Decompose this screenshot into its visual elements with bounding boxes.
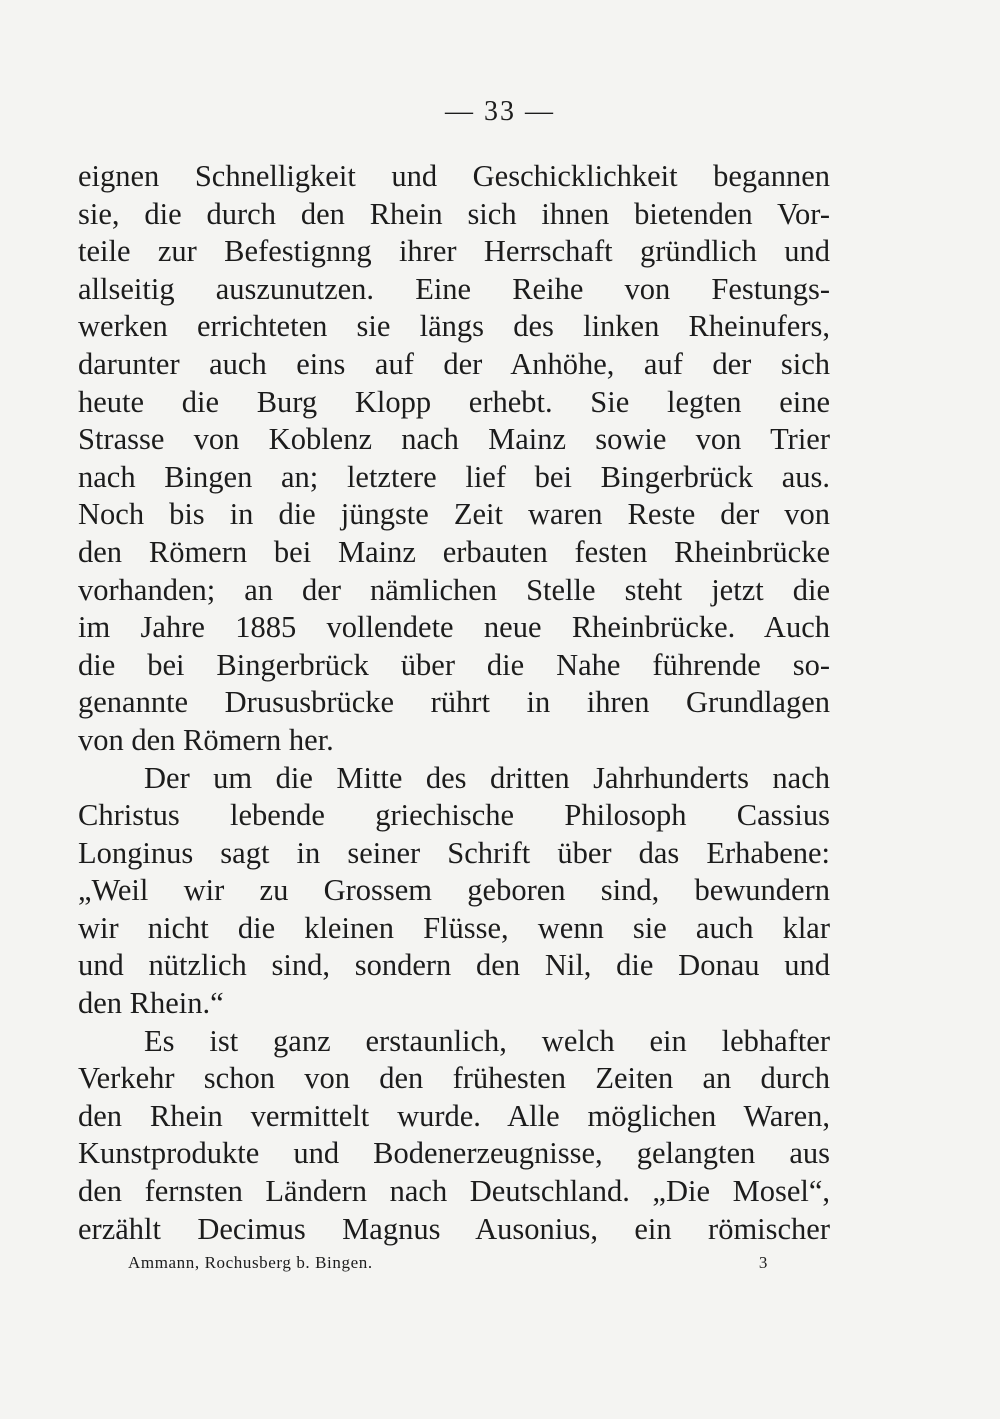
text-line: die bei Bingerbrück über die Nahe führende so- (78, 647, 830, 682)
text-line: eignen Schnelligkeit und Geschicklichkeit begannen (78, 159, 830, 193)
text-line: allseitig auszunutzen. Eine Reihe von Festungs- (78, 271, 830, 306)
text-line: den Rhein vermittelt wurde. Alle möglichen Waren, (78, 1098, 830, 1133)
text-line: nach Bingen an; letztere lief bei Bingerbrück aus. (78, 459, 830, 494)
text-line: erzählt Decimus Magnus Ausonius, ein römischer (78, 1211, 830, 1246)
text-line: Der um die Mitte des dritten Jahrhunderts nach (144, 760, 830, 795)
text-line: Christus lebende griechische Philosoph Cassius (78, 798, 830, 833)
text-line: den fernsten Ländern nach Deutschland. „Die Mosel“, (78, 1174, 830, 1209)
text-line: genannte Drususbrücke rührt in ihren Grundlagen (78, 685, 830, 720)
text-line: darunter auch eins auf der Anhöhe, auf der sich (78, 346, 830, 381)
page-footer (128, 1253, 768, 1273)
text-line: Noch bis in die jüngste Zeit waren Reste der von (78, 497, 830, 532)
text-line: vorhanden; an der nämlichen Stelle steht jetzt die (78, 572, 830, 607)
body-text (78, 158, 830, 1248)
page-number: — 33 — (445, 96, 555, 127)
text-line: von den Römern her. (78, 722, 334, 757)
text-line: und nützlich sind, sondern den Nil, die Donau und (78, 948, 830, 983)
text-line: Kunstprodukte und Bodenerzeugnisse, gelangten aus (78, 1136, 830, 1171)
text-line: heute die Burg Klopp erhebt. Sie legten eine (78, 384, 830, 419)
text-line: den Rhein.“ (78, 986, 224, 1021)
text-line: wir nicht die kleinen Flüsse, wenn sie auch klar (78, 910, 830, 945)
sheet-number: 3 (758, 1253, 768, 1272)
text-line: Longinus sagt in seiner Schrift über das Erhabene: (78, 835, 830, 870)
text-line: Es ist ganz erstaunlich, welch ein lebhafter (144, 1023, 830, 1058)
signature-line: Ammann, Rochusberg b. Bingen. (128, 1253, 373, 1272)
text-line: teile zur Befestignng ihrer Herrschaft gründlich und (78, 234, 830, 269)
text-line: Verkehr schon von den frühesten Zeiten an durch (78, 1061, 830, 1096)
text-line: sie, die durch den Rhein sich ihnen bietenden Vor- (78, 196, 830, 231)
text-line: den Römern bei Mainz erbauten festen Rheinbrücke (78, 534, 830, 569)
text-line: „Weil wir zu Grossem geboren sind, bewundern (78, 873, 830, 908)
text-line: werken errichteten sie längs des linken Rheinufers, (78, 309, 830, 344)
text-line: Strasse von Koblenz nach Mainz sowie von Trier (78, 422, 830, 457)
text-line: im Jahre 1885 vollendete neue Rheinbrücke. Auch (78, 610, 830, 645)
